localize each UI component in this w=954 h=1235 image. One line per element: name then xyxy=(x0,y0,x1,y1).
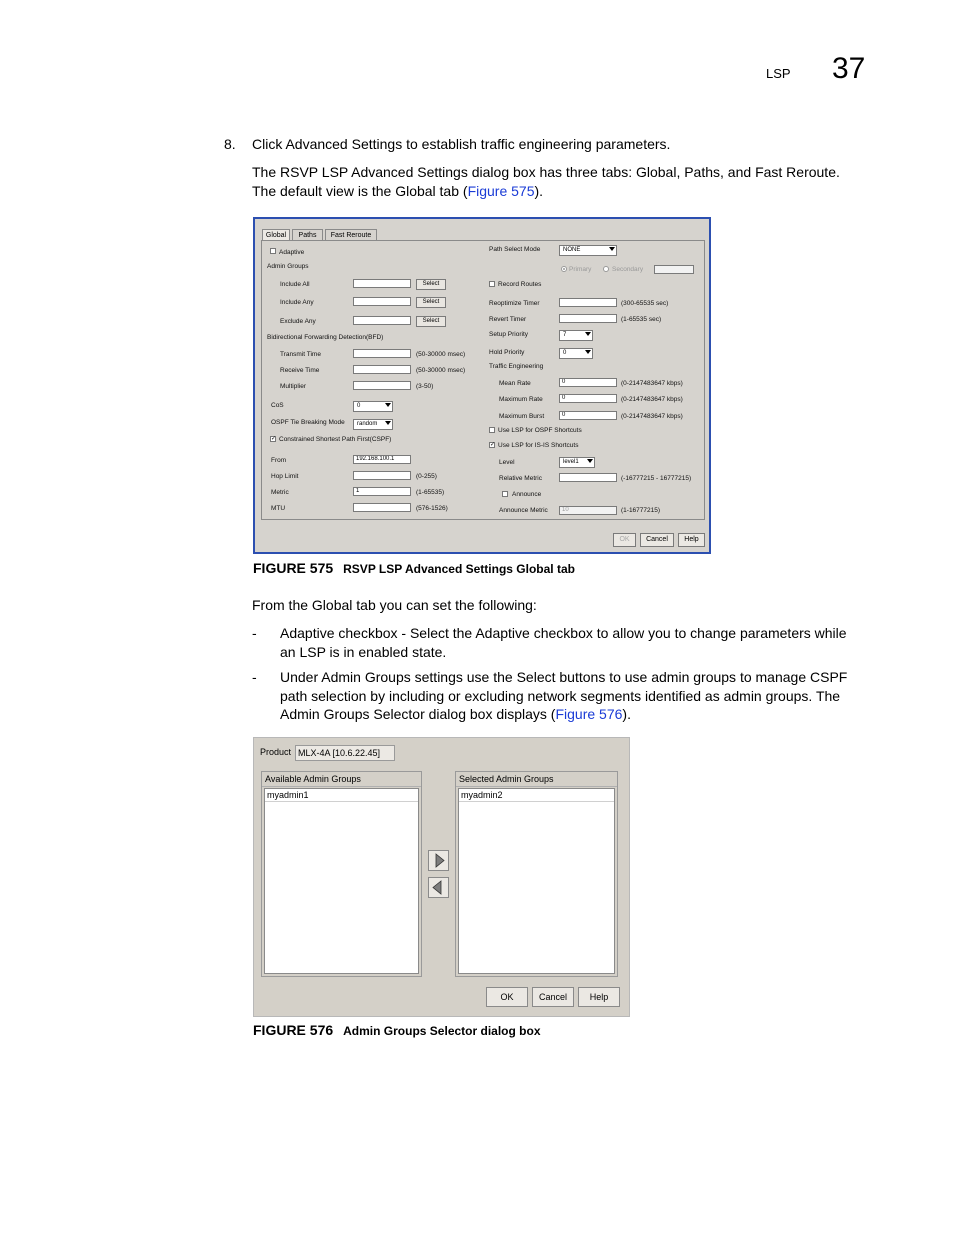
mean-rate-label: Mean Rate xyxy=(499,380,531,387)
bold-term: Select xyxy=(516,669,556,685)
chevron-down-icon xyxy=(385,403,391,407)
intro-line-1 xyxy=(252,163,840,182)
chapter-number: 37 xyxy=(832,52,866,85)
bold-term: Global xyxy=(311,597,353,613)
cspf-checkbox[interactable]: ✓ xyxy=(271,436,277,442)
multiplier-field[interactable] xyxy=(353,381,411,390)
help-button[interactable]: Help xyxy=(678,533,705,547)
secondary-path-field[interactable] xyxy=(654,265,694,274)
mtu-field[interactable] xyxy=(353,503,411,512)
include-any-label: Include Any xyxy=(280,299,314,306)
mtu-label: MTU xyxy=(271,505,286,512)
bold-term: Admin Groups xyxy=(321,669,411,685)
bullet-2-line-1 xyxy=(280,668,847,687)
record-routes-label: Record Routes xyxy=(498,281,542,288)
step-number: 8. xyxy=(224,136,236,152)
figure-title: RSVP LSP Advanced Settings Global tab xyxy=(343,562,575,576)
bold-term: Paths xyxy=(684,164,721,180)
text: settings use the xyxy=(410,669,517,685)
tie-breaking-value: random xyxy=(357,421,378,427)
level-dropdown[interactable] xyxy=(559,457,595,468)
cancel-button[interactable]: Cancel xyxy=(640,533,674,547)
from-label: From xyxy=(271,457,287,464)
hold-priority-dropdown[interactable] xyxy=(559,348,593,359)
revert-timer-label: Revert Timer xyxy=(489,316,527,323)
from-field[interactable]: 192.168.100.1 xyxy=(353,455,411,464)
text: From the xyxy=(252,597,312,613)
isis-shortcuts-label: Use LSP for IS-IS Shortcuts xyxy=(498,442,579,449)
hop-limit-field[interactable] xyxy=(353,471,411,480)
selected-admin-groups-panel xyxy=(455,771,618,977)
bold-term: Adaptive xyxy=(475,625,530,641)
figure-575-caption xyxy=(253,560,575,576)
bold-term: Global xyxy=(635,164,677,180)
text: ). xyxy=(534,183,544,199)
mtu-range: (576-1526) xyxy=(416,505,448,512)
mean-rate-field[interactable]: 0 xyxy=(559,378,617,387)
tie-breaking-dropdown[interactable] xyxy=(353,419,393,430)
include-any-select-button[interactable]: Select xyxy=(416,297,446,308)
transmit-time-field[interactable] xyxy=(353,349,411,358)
remove-group-button[interactable] xyxy=(428,877,449,898)
reoptimize-timer-field[interactable] xyxy=(559,298,617,307)
traffic-engineering-label: Traffic Engineering xyxy=(489,363,544,370)
available-admin-groups-panel xyxy=(261,771,422,977)
receive-time-range: (50-30000 msec) xyxy=(416,367,466,374)
chevron-down-icon xyxy=(585,350,591,354)
bullet-1-line-1 xyxy=(280,624,847,643)
admin-groups-label: Admin Groups xyxy=(267,263,309,270)
level-label: Level xyxy=(499,459,515,466)
adaptive-checkbox[interactable] xyxy=(270,248,276,254)
path-select-mode-value: NONE xyxy=(563,247,581,253)
section-title: LSP xyxy=(766,66,791,81)
text: Click xyxy=(252,136,286,152)
path-select-mode-dropdown[interactable] xyxy=(559,245,617,256)
bullet-2-line-3 xyxy=(280,705,631,724)
add-group-button[interactable] xyxy=(428,850,449,871)
chevron-down-icon xyxy=(385,421,391,425)
arrow-left-icon xyxy=(429,878,448,897)
selected-admin-groups-header: Selected Admin Groups xyxy=(456,772,617,787)
primary-label: Primary xyxy=(569,266,592,273)
cos-dropdown[interactable] xyxy=(353,401,393,412)
product-field: MLX-4A [10.6.22.45] xyxy=(295,745,395,761)
text: to establish traffic engineering parameters. xyxy=(402,136,671,152)
bold-term: Global xyxy=(395,183,436,199)
cancel-button[interactable]: Cancel xyxy=(532,987,574,1007)
metric-range: (1-65535) xyxy=(416,489,445,496)
step-text xyxy=(252,135,670,154)
hold-priority-label: Hold Priority xyxy=(489,349,525,356)
receive-time-field[interactable] xyxy=(353,365,411,374)
setup-priority-dropdown[interactable] xyxy=(559,330,593,341)
hold-priority-value: 0 xyxy=(563,350,567,356)
maximum-burst-field[interactable]: 0 xyxy=(559,411,617,420)
tie-breaking-label: OSPF Tie Breaking Mode xyxy=(271,419,345,426)
text: buttons to use admin groups to manage CSPF xyxy=(555,669,848,685)
setup-priority-label: Setup Priority xyxy=(489,331,529,338)
reoptimize-timer-range: (300-65535 sec) xyxy=(621,300,669,307)
bullet-2-line-2: path selection by including or excluding network segments identified as admin groups. The xyxy=(280,688,841,704)
text: , xyxy=(676,164,685,180)
exclude-any-label: Exclude Any xyxy=(280,318,316,325)
ospf-shortcuts-label: Use LSP for OSPF Shortcuts xyxy=(498,427,582,434)
isis-shortcuts-checkbox[interactable]: ✓ xyxy=(490,442,496,448)
cspf-label: Constrained Shortest Path First(CSPF) xyxy=(279,436,392,443)
bold-term: RSVP LSP Advanced Settings xyxy=(280,164,468,180)
multiplier-label: Multiplier xyxy=(280,383,307,390)
figure-576-caption xyxy=(253,1022,541,1038)
ospf-shortcuts-checkbox[interactable] xyxy=(489,427,495,433)
include-any-field[interactable] xyxy=(353,297,411,306)
text: . xyxy=(836,164,840,180)
chevron-down-icon xyxy=(585,332,591,336)
maximum-rate-label: Maximum Rate xyxy=(499,396,543,403)
from-global-text xyxy=(252,596,537,615)
receive-time-label: Receive Time xyxy=(280,367,320,374)
relative-metric-label: Relative Metric xyxy=(499,475,542,482)
text: tab ( xyxy=(435,183,468,199)
bullet-dash: - xyxy=(252,625,257,641)
chevron-down-icon xyxy=(587,459,593,463)
path-select-mode-label: Path Select Mode xyxy=(489,246,541,253)
multiplier-range: (3-50) xyxy=(416,383,434,390)
list-item[interactable]: myadmin1 xyxy=(265,789,418,802)
include-all-label: Include All xyxy=(280,281,310,288)
metric-label: Metric xyxy=(271,489,289,496)
hop-limit-label: Hop Limit xyxy=(271,473,299,480)
announce-checkbox[interactable] xyxy=(502,491,508,497)
bfd-label: Bidirectional Forwarding Detection(BFD) xyxy=(267,334,384,341)
text: tab you can set the following: xyxy=(352,597,537,613)
bold-term: Fast Reroute xyxy=(755,164,836,180)
include-all-field[interactable] xyxy=(353,279,411,288)
figure-number: FIGURE 576 xyxy=(253,1022,334,1038)
announce-label: Announce xyxy=(512,491,542,498)
bullet-dash: - xyxy=(252,669,257,685)
exclude-any-field[interactable] xyxy=(353,316,411,325)
tab-fast-reroute[interactable]: Fast Reroute xyxy=(325,229,377,240)
announce-metric-range: (1-16777215) xyxy=(621,507,661,514)
maximum-rate-range: (0-2147483647 kbps) xyxy=(621,396,683,403)
text: The xyxy=(252,164,281,180)
announce-metric-field[interactable]: 10 xyxy=(559,506,617,515)
text: The default view is the xyxy=(252,183,396,199)
text: Under xyxy=(280,669,322,685)
maximum-rate-field[interactable]: 0 xyxy=(559,394,617,403)
available-admin-groups-list[interactable] xyxy=(264,788,419,974)
maximum-burst-label: Maximum Burst xyxy=(499,413,545,420)
bold-term: Admin Groups Selector xyxy=(280,706,425,722)
help-button[interactable]: Help xyxy=(578,987,620,1007)
figure-link[interactable]: Figure 576 xyxy=(555,706,623,722)
tab-global[interactable]: Global xyxy=(262,229,290,240)
bullet-1-line-2: an LSP is in enabled state. xyxy=(280,644,447,660)
product-label: Product xyxy=(260,747,292,757)
revert-timer-range: (1-65535 sec) xyxy=(621,316,662,323)
transmit-time-range: (50-30000 msec) xyxy=(416,351,466,358)
relative-metric-range: (-16777215 - 16777215) xyxy=(621,475,692,482)
figure-title: Admin Groups Selector dialog box xyxy=(343,1024,541,1038)
maximum-burst-range: (0-2147483647 kbps) xyxy=(621,413,683,420)
chevron-down-icon xyxy=(609,247,615,251)
record-routes-checkbox[interactable] xyxy=(489,281,495,287)
announce-metric-label: Announce Metric xyxy=(499,507,548,514)
ok-button[interactable]: OK xyxy=(613,533,636,547)
list-item[interactable]: myadmin2 xyxy=(459,789,614,802)
text: dialog box displays ( xyxy=(424,706,556,722)
secondary-radio[interactable] xyxy=(603,266,609,272)
secondary-label: Secondary xyxy=(612,266,644,273)
text: checkbox - Select the xyxy=(334,625,476,641)
intro-line-2 xyxy=(252,182,543,201)
text: ). xyxy=(622,706,631,722)
revert-timer-field[interactable] xyxy=(559,314,617,323)
cos-label: CoS xyxy=(271,402,284,409)
level-value: level1 xyxy=(563,459,579,465)
metric-field[interactable]: 1 xyxy=(353,487,411,496)
transmit-time-label: Transmit Time xyxy=(280,351,321,358)
figure-link[interactable]: Figure 575 xyxy=(467,183,535,199)
primary-radio[interactable] xyxy=(561,266,567,272)
include-all-select-button[interactable]: Select xyxy=(416,279,446,290)
hop-limit-range: (0-255) xyxy=(416,473,437,480)
bold-term: Advanced Settings xyxy=(285,136,403,152)
reoptimize-timer-label: Reoptimize Timer xyxy=(489,300,540,307)
setup-priority-value: 7 xyxy=(563,332,567,338)
figure-number: FIGURE 575 xyxy=(253,560,334,576)
cos-value: 0 xyxy=(357,403,361,409)
arrow-right-icon xyxy=(429,851,448,870)
bold-term: Adaptive xyxy=(280,625,335,641)
tab-paths[interactable]: Paths xyxy=(292,229,323,240)
text: , and xyxy=(720,164,756,180)
text: dialog box has three tabs: xyxy=(467,164,636,180)
adaptive-label: Adaptive xyxy=(279,249,305,256)
relative-metric-field[interactable] xyxy=(559,473,617,482)
mean-rate-range: (0-2147483647 kbps) xyxy=(621,380,683,387)
exclude-any-select-button[interactable]: Select xyxy=(416,316,446,327)
text: checkbox to allow you to change parameters while xyxy=(529,625,847,641)
selected-admin-groups-list[interactable] xyxy=(458,788,615,974)
ok-button[interactable]: OK xyxy=(486,987,528,1007)
available-admin-groups-header: Available Admin Groups xyxy=(262,772,421,787)
